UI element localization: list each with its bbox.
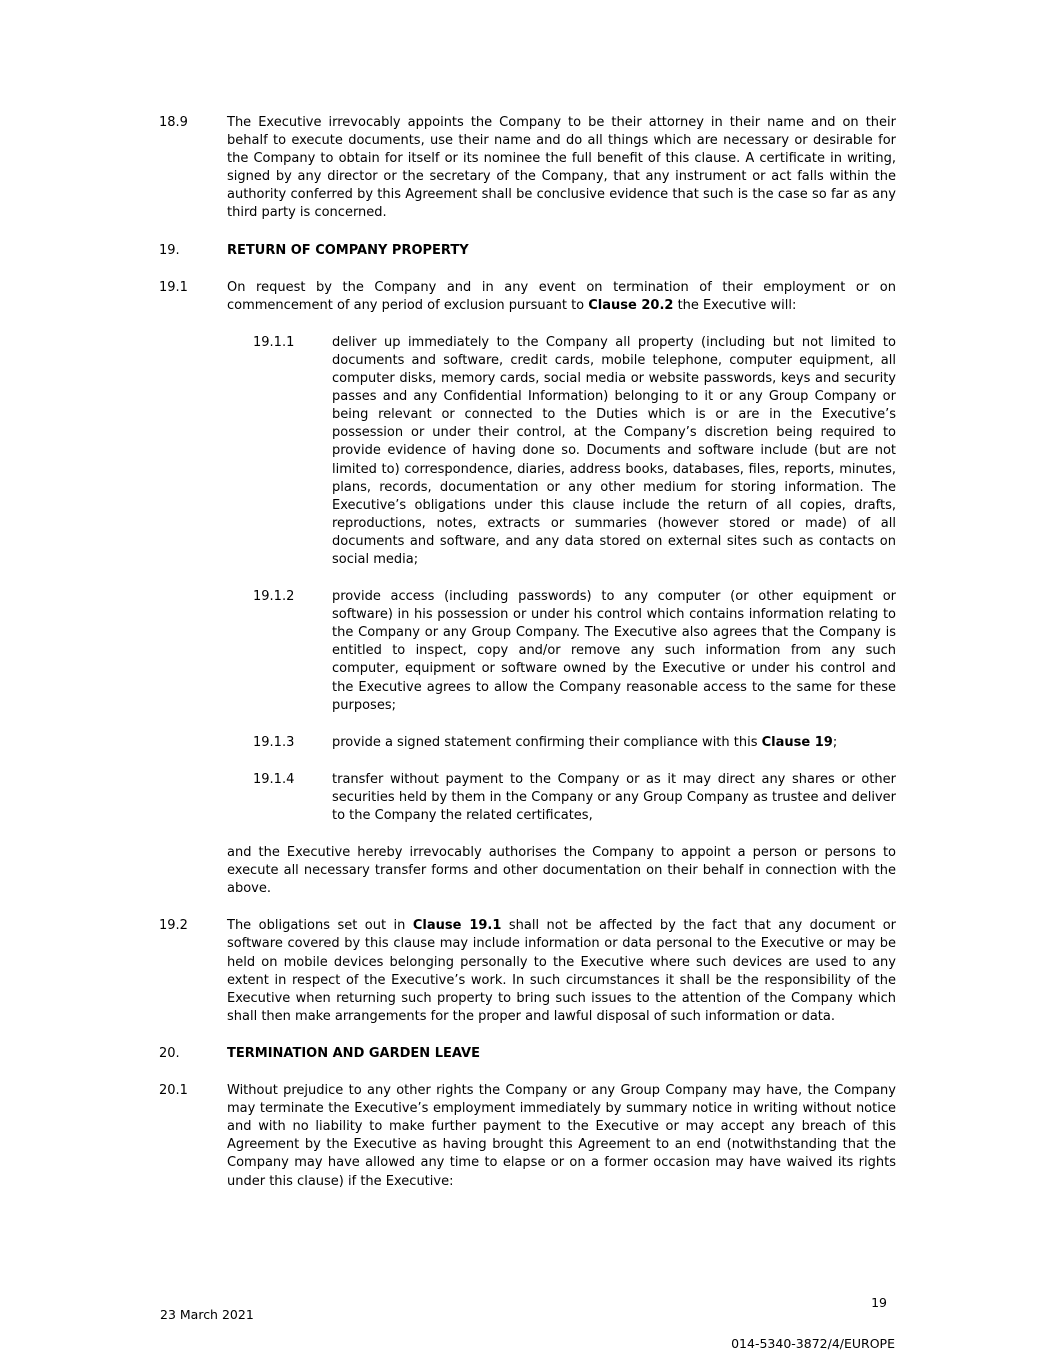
clause-19-1-4	[253, 771, 896, 825]
clause-text-run: The obligations set out in	[227, 918, 413, 934]
clause-19-1-2	[253, 588, 896, 715]
clause-cross-reference: Clause 19	[761, 734, 833, 750]
clause-text	[227, 279, 896, 315]
clause-cross-reference: Clause 19.1	[412, 918, 502, 934]
clause-number: 19.1	[159, 279, 188, 295]
clause-number: 19.1.3	[253, 734, 295, 750]
clause-number: 19.1.2	[253, 589, 295, 605]
clause-19-2	[159, 917, 896, 1026]
clause-text: provide access (including passwords) to any computer (or other equipment or software) in his possession or under his control which contains information relating to the Company or any Group Company. The Executive also agrees that the Company is entitled to inspect, copy and/or remove any such information from any such computer, equipment or software owned by the Executive or under his control and the Executive agrees to allow the Company reasonable access to the same for these purposes;	[332, 589, 896, 713]
clause-number: 18.9	[159, 115, 188, 130]
clause-text-run: ;	[832, 734, 838, 750]
clause-19-1-continuation: and the Executive hereby irrevocably authorises the Company to appoint a person or persons to execute all necessary transfer forms and other documentation on their behalf in connection with the above.	[227, 845, 896, 897]
clause-number: 19.1.4	[253, 771, 295, 787]
clause-text-run: On request by the Company and in any event on termination of their employment or on commencement of any period of exclusion pursuant to	[227, 279, 896, 313]
footer-date: 23 March 2021	[160, 1307, 254, 1322]
clause-text	[227, 917, 896, 1026]
clause-18-9	[159, 114, 896, 223]
section-heading-19	[159, 242, 896, 260]
clause-text: deliver up immediately to the Company all property (including but not limited to documents and software, credit cards, mobile telephone, computer equipment, all computer disks, memory cards, social media or website passwords, keys and security passes and any Confidential Information) belonging to it or any Group Company or being relevant or connected to the Duties which is or are in the Executive’s possession or under their control, at the Company’s discretion being required to provide evidence of having done so. Documents and software include (but are not limited to) correspondence, diaries, address books, databases, files, reports, minutes, plans, records, documentation or any other medium for storing information. The Executive’s obligations under this clause include the return of all copies, drafts, reproductions, notes, extracts or summaries (however stored or made) of all documents and software, and any data stored on external sites such as contacts on social media;	[332, 334, 896, 567]
clause-text-run: provide a signed statement confirming their compliance with this	[332, 734, 762, 750]
clause-number: 19.2	[159, 918, 188, 934]
section-title: RETURN OF COMPANY PROPERTY	[227, 242, 469, 258]
clause-text: transfer without payment to the Company or as it may direct any shares or other securities held by them in the Company or any Group Company as trustee and deliver to the Company the related certificates,	[332, 771, 896, 823]
section-heading-20	[159, 1045, 896, 1063]
clause-number: 19.1.1	[253, 334, 295, 350]
section-number: 19.	[159, 242, 180, 258]
clause-text-run: shall not be affected by the fact that any document or software covered by this clause may include information or data personal to the Executive or may be held on mobile devices belonging personally to the Executive where such devices are used to any extent in respect of the Executive’s work. In such circumstances it shall be the responsibility of the Executive when returning such property to bring such issues to the attention of the Company which shall then make arrangements for the proper and lawful disposal of such information or data.	[227, 918, 897, 1024]
clause-text: Without prejudice to any other rights the Company or any Group Company may have, the Company may terminate the Executive’s employment immediately by summary notice in writing without notice and with no liability to make further payment to the Executive or may accept any breach of this Agreement by the Executive as having brought this Agreement to an end (notwithstanding that the Company may have allowed any time to elapse or on a former occasion may have waived its rights under this clause) if the Executive:	[227, 1083, 896, 1189]
section-number: 20.	[159, 1045, 180, 1061]
clause-19-1-3	[253, 734, 896, 752]
clause-19-1	[159, 279, 896, 315]
clause-number: 20.1	[159, 1083, 188, 1099]
section-title: TERMINATION AND GARDEN LEAVE	[227, 1045, 480, 1061]
clause-20-1	[159, 1082, 896, 1191]
footer-page-number: 19	[871, 1295, 887, 1310]
clause-text-run: the Executive will:	[673, 297, 797, 313]
clause-text: The Executive irrevocably appoints the Company to be their attorney in their name and on their behalf to execute documents, use their name and do all things which are necessary or desirable for the Company to obtain for itself or its nominee the full benefit of this clause. A certificate in writing, signed by any director or the secretary of the Company, that any instrument or act falls within the authority conferred by this Agreement shall be conclusive evidence that such is the case so far as any third party is concerned.	[227, 115, 896, 221]
footer-document-reference: 014-5340-3872/4/EUROPE	[731, 1336, 895, 1351]
clause-19-1-1	[253, 334, 896, 569]
clause-text	[332, 734, 896, 752]
document-content	[159, 114, 896, 1210]
clause-cross-reference: Clause 20.2	[588, 297, 674, 313]
